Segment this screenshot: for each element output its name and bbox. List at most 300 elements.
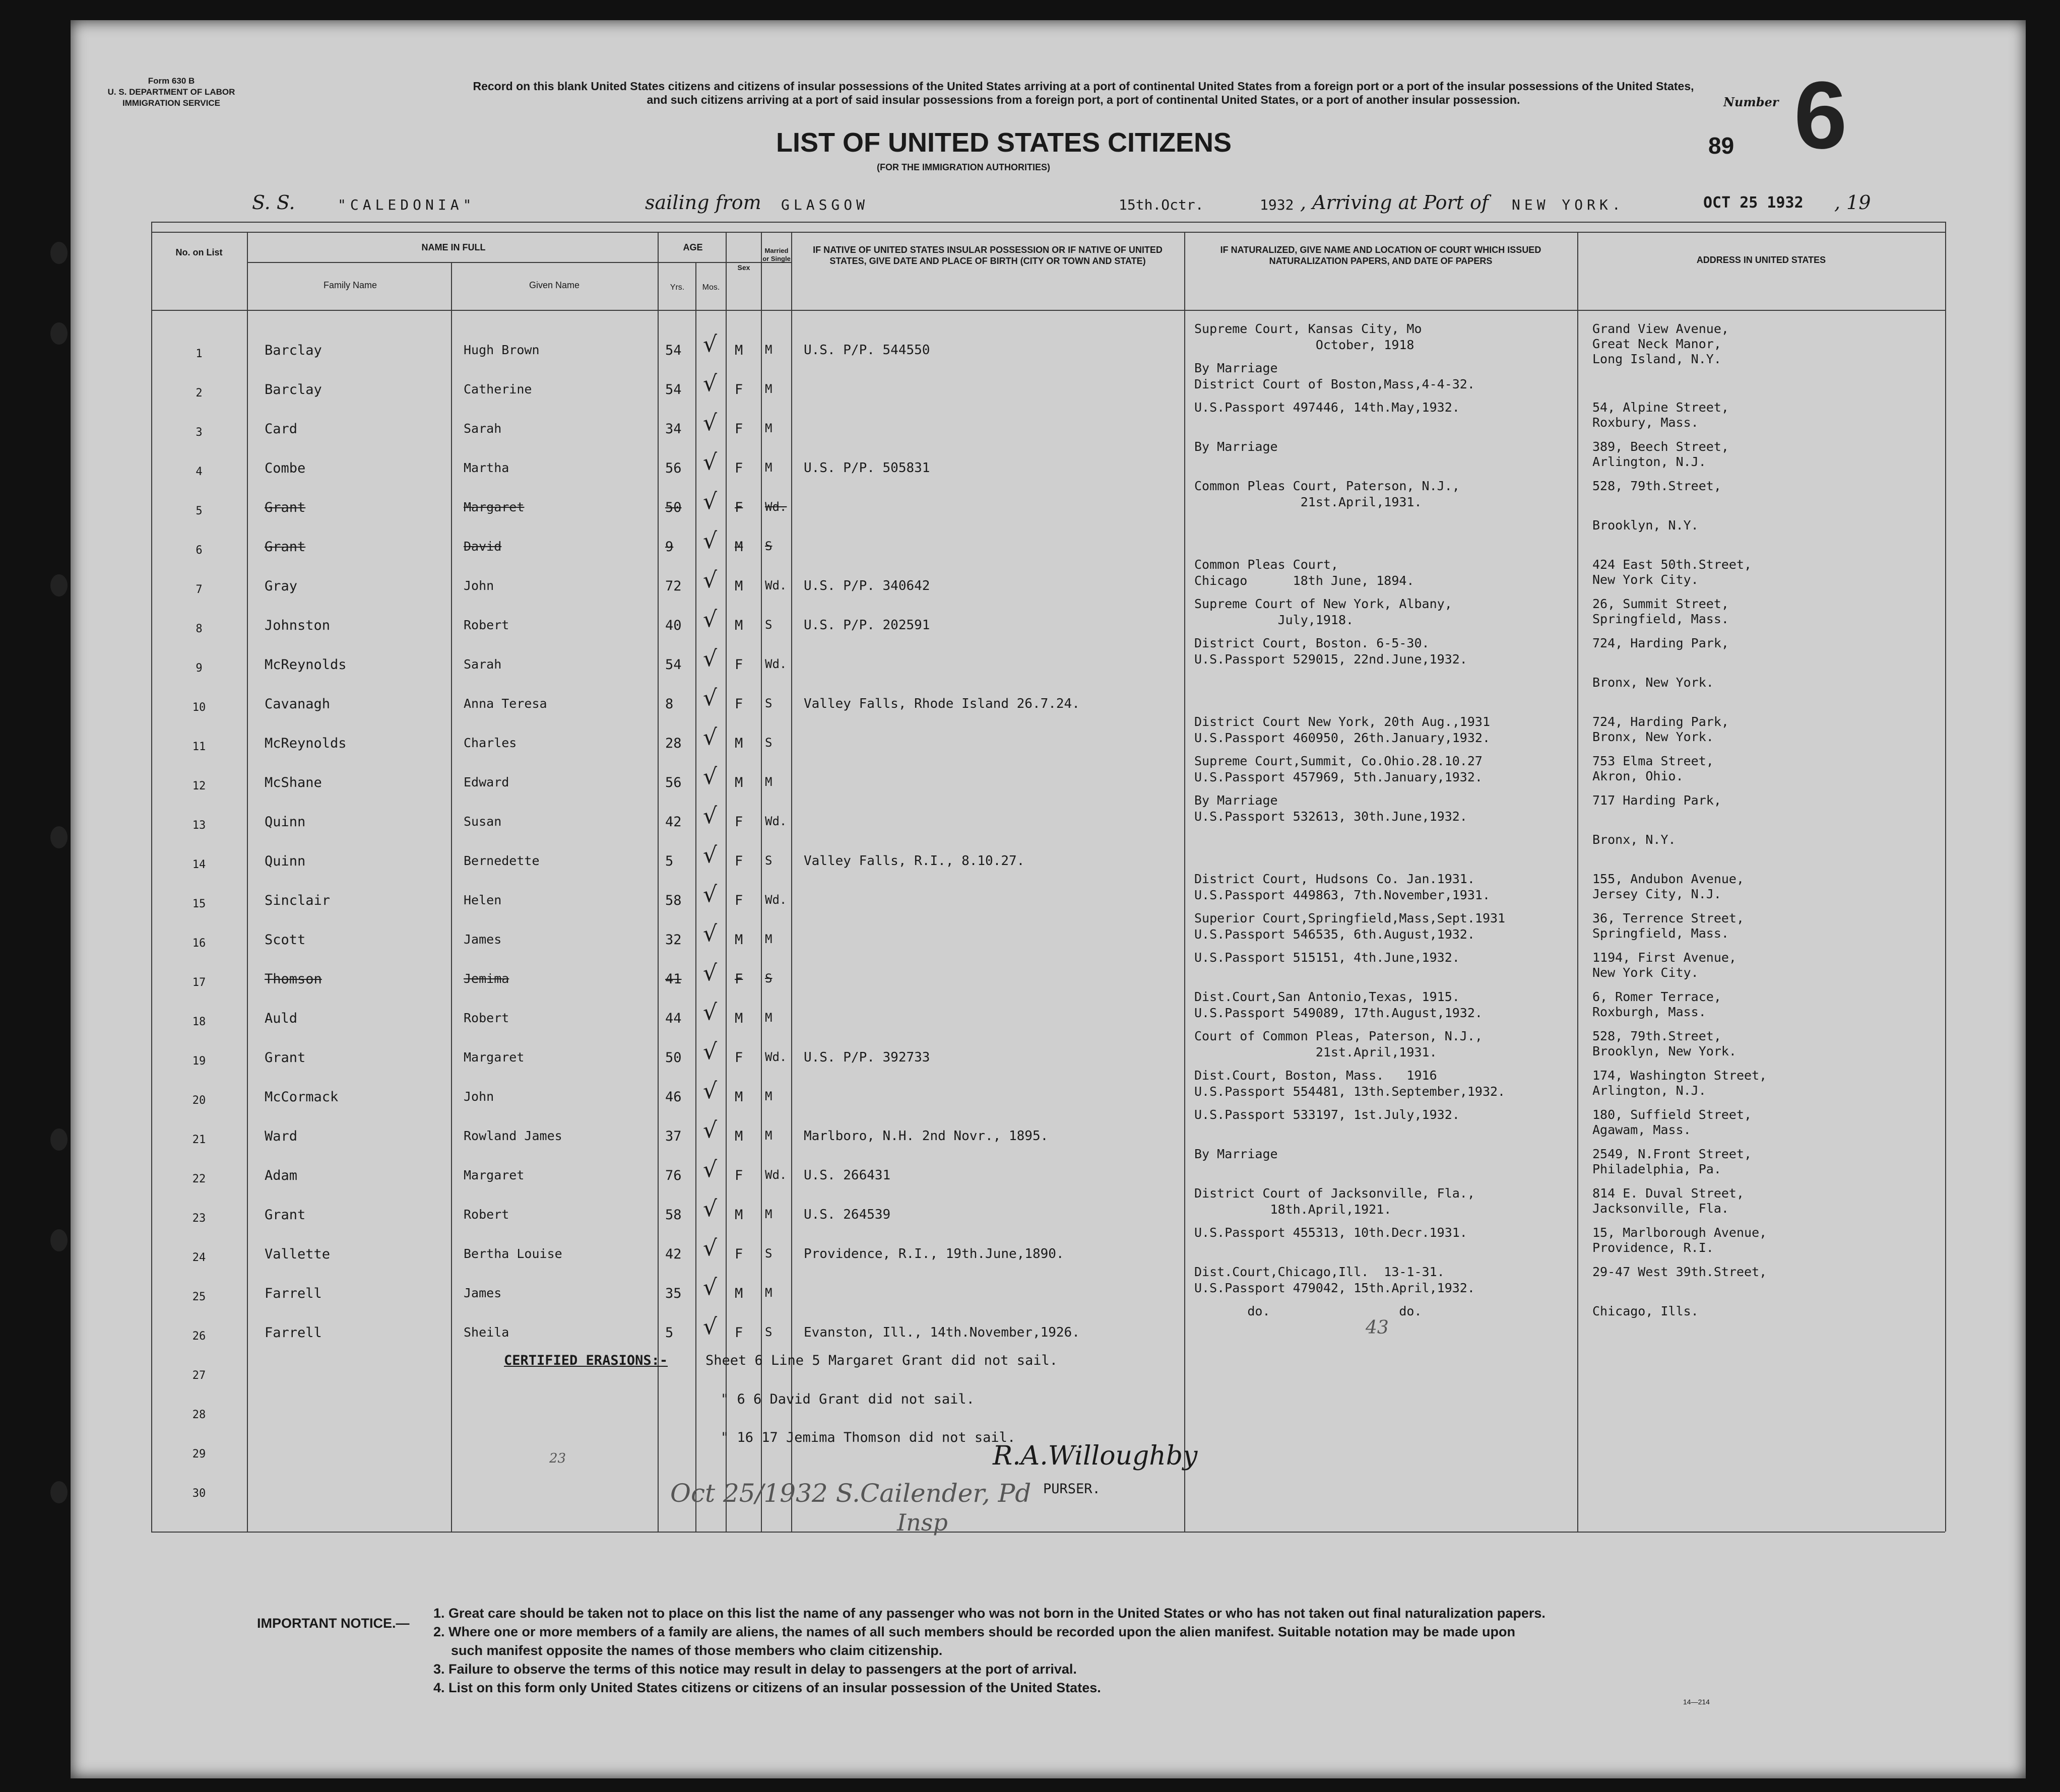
check-mark: √ xyxy=(703,1078,718,1104)
naturalization-line: Chicago 18th June, 1894. xyxy=(1194,573,1414,588)
address-line: Bronx, New York. xyxy=(1592,729,1714,744)
col-header-age: AGE xyxy=(683,242,703,252)
address-line: Chicago, Ills. xyxy=(1592,1304,1699,1318)
marital-status: S xyxy=(765,539,772,553)
birth-info: U.S. P/P. 544550 xyxy=(804,343,930,358)
family-name: Grant xyxy=(265,1050,306,1066)
check-mark: √ xyxy=(703,371,718,396)
sex: M xyxy=(735,539,743,555)
sex: F xyxy=(735,460,743,476)
naturalization-line: Court of Common Pleas, Paterson, N.J., xyxy=(1194,1029,1483,1043)
naturalization-line: Supreme Court of New York, Albany, xyxy=(1194,596,1452,611)
given-name: David xyxy=(464,539,502,554)
col-line xyxy=(1184,232,1185,1532)
inspector-title: Insp xyxy=(897,1509,948,1536)
row-number: 15 xyxy=(192,898,206,910)
check-mark: √ xyxy=(703,842,718,868)
col-header-married: Married or Single xyxy=(762,247,791,262)
marital-status: Wd. xyxy=(765,578,787,592)
col-header-yrs: Yrs. xyxy=(670,283,685,292)
family-name: Quinn xyxy=(265,853,306,869)
margin-note: 23 xyxy=(549,1451,566,1466)
table-bottom xyxy=(151,1532,1945,1533)
address-line: 26, Summit Street, xyxy=(1592,596,1729,611)
row-number: 11 xyxy=(192,741,206,753)
address-line: 528, 79th.Street, xyxy=(1592,479,1721,493)
check-mark: √ xyxy=(703,764,718,789)
ship-name: "CALEDONIA" xyxy=(338,196,476,213)
address-line: Jersey City, N.J. xyxy=(1592,887,1721,901)
col-header-no: No. on List xyxy=(175,247,223,257)
birth-info: U.S. P/P. 392733 xyxy=(804,1050,930,1065)
col-header-name: NAME IN FULL xyxy=(421,242,486,252)
naturalization-line: U.S.Passport 533197, 1st.July,1932. xyxy=(1194,1107,1460,1122)
check-mark: √ xyxy=(703,685,718,711)
family-name: Ward xyxy=(265,1129,298,1144)
naturalization-line: Superior Court,Springfield,Mass,Sept.1931 xyxy=(1194,911,1506,925)
address-line: Springfield, Mass. xyxy=(1592,926,1729,941)
erasion-line-3: " 16 17 Jemima Thomson did not sail. xyxy=(721,1430,1016,1445)
ss-label: S. S. xyxy=(252,191,295,214)
col-line xyxy=(726,232,727,1532)
address-line: Roxbury, Mass. xyxy=(1592,415,1699,430)
naturalization-line: U.S.Passport 554481, 13th.September,1932. xyxy=(1194,1084,1506,1099)
age-years: 46 xyxy=(665,1089,682,1105)
birth-info: U.S. P/P. 505831 xyxy=(804,460,930,476)
address-line: 424 East 50th.Street, xyxy=(1592,557,1752,572)
sex: F xyxy=(735,500,743,515)
row-number: 24 xyxy=(192,1251,206,1264)
row-number: 8 xyxy=(196,623,203,635)
address-line: Long Island, N.Y. xyxy=(1592,352,1721,366)
birth-info: Evanston, Ill., 14th.November,1926. xyxy=(804,1325,1080,1340)
birth-info: Marlboro, N.H. 2nd Novr., 1895. xyxy=(804,1129,1049,1144)
birth-info: U.S. P/P. 340642 xyxy=(804,578,930,593)
year-suffix: , 19 xyxy=(1834,191,1871,214)
age-years: 58 xyxy=(665,893,682,908)
family-name: Scott xyxy=(265,932,306,948)
col-line xyxy=(1577,232,1578,1532)
address-line: 155, Andubon Avenue, xyxy=(1592,872,1745,886)
row-number: 3 xyxy=(196,426,203,439)
marital-status: M xyxy=(765,1286,772,1300)
marital-status: Wd. xyxy=(765,893,787,907)
naturalization-line: District Court, Hudsons Co. Jan.1931. xyxy=(1194,872,1475,886)
col-header-address: ADDRESS IN UNITED STATES xyxy=(1696,255,1826,265)
naturalization-line: July,1918. xyxy=(1194,613,1354,627)
col-line xyxy=(451,262,452,1532)
row-number: 13 xyxy=(192,819,206,832)
family-name: McReynolds xyxy=(265,736,347,751)
marital-status: Wd. xyxy=(765,1050,787,1064)
given-name: Margaret xyxy=(464,1168,525,1182)
age-years: 50 xyxy=(665,500,682,515)
erasion-line-2: " 6 6 David Grant did not sail. xyxy=(721,1391,975,1407)
marital-status: Wd. xyxy=(765,657,787,671)
check-mark: √ xyxy=(703,607,718,632)
check-mark: √ xyxy=(703,331,718,357)
given-name: Robert xyxy=(464,1207,509,1222)
given-name: Margaret xyxy=(464,1050,525,1065)
age-years: 56 xyxy=(665,460,682,476)
family-name: Card xyxy=(265,421,298,437)
marital-status: S xyxy=(765,696,772,710)
stamp-number: 89 xyxy=(1708,132,1734,159)
age-years: 72 xyxy=(665,578,682,594)
sex: M xyxy=(735,1286,743,1301)
address-line: Bronx, New York. xyxy=(1592,675,1714,690)
sailing-label: sailing from xyxy=(645,191,761,214)
col-header-family: Family Name xyxy=(323,280,377,290)
naturalization-line: U.S.Passport 449863, 7th.November,1931. xyxy=(1194,888,1490,902)
col-line xyxy=(791,232,792,1532)
row-number: 21 xyxy=(192,1134,206,1146)
family-name: Adam xyxy=(265,1168,298,1183)
sex: F xyxy=(735,1050,743,1066)
given-name: James xyxy=(464,1286,502,1300)
row-number: 5 xyxy=(196,505,203,517)
naturalization-line: Dist.Court,San Antonio,Texas, 1915. xyxy=(1194,989,1460,1004)
row-number: 20 xyxy=(192,1094,206,1107)
row-number: 26 xyxy=(192,1330,206,1343)
naturalization-line: U.S.Passport 457969, 5th.January,1932. xyxy=(1194,770,1483,784)
row-number: 7 xyxy=(196,583,203,596)
address-line: 29-47 West 39th.Street, xyxy=(1592,1265,1767,1279)
given-name: Sarah xyxy=(464,657,502,672)
row-number: 14 xyxy=(192,858,206,871)
col-line xyxy=(1945,222,1946,1532)
marital-status: S xyxy=(765,1325,772,1339)
family-name: Farrell xyxy=(265,1325,322,1341)
age-years: 37 xyxy=(665,1129,682,1144)
address-line: 1194, First Avenue, xyxy=(1592,950,1736,965)
check-mark: √ xyxy=(703,528,718,554)
family-name: Auld xyxy=(265,1011,298,1026)
age-years: 32 xyxy=(665,932,682,948)
check-mark: √ xyxy=(703,803,718,829)
arriving-label: , Arriving at Port of xyxy=(1300,191,1489,214)
family-name: Johnston xyxy=(265,618,331,633)
address-line: Bronx, N.Y. xyxy=(1592,832,1676,847)
family-name: Sinclair xyxy=(265,893,331,908)
given-name: Susan xyxy=(464,814,502,829)
marital-status: M xyxy=(765,1011,772,1025)
sex: M xyxy=(735,1089,743,1105)
row-number: 18 xyxy=(192,1016,206,1028)
intro-text: Record on this blank United States citizens and citizens of insular possessions of the United States arriving at a port of continental United States from a foreign port or a port of the insular possessions of the United States, and such citizens arriving at a port of said insular possessions from a foreign port, a port of continental United States, or a port of another insular possession. xyxy=(473,80,1694,106)
given-name: Martha xyxy=(464,460,509,475)
punch-hole xyxy=(50,242,68,264)
age-years: 34 xyxy=(665,421,682,437)
age-years: 9 xyxy=(665,539,674,555)
check-mark: √ xyxy=(703,1157,718,1182)
given-name: John xyxy=(464,1089,494,1104)
check-mark: √ xyxy=(703,882,718,907)
given-name: Robert xyxy=(464,1011,509,1025)
row-number: 1 xyxy=(196,348,203,360)
address-line: Roxburgh, Mass. xyxy=(1592,1005,1706,1019)
naturalization-line: 21st.April,1931. xyxy=(1194,495,1422,509)
check-mark: √ xyxy=(703,1039,718,1065)
naturalization-line: District Court New York, 20th Aug.,1931 xyxy=(1194,714,1490,729)
address-line: 15, Marlborough Avenue, xyxy=(1592,1225,1767,1240)
naturalization-line: U.S.Passport 497446, 14th.May,1932. xyxy=(1194,400,1460,415)
given-name: Charles xyxy=(464,736,517,750)
family-name: Cavanagh xyxy=(265,696,331,712)
age-years: 54 xyxy=(665,343,682,358)
naturalization-line: Dist.Court, Boston, Mass. 1916 xyxy=(1194,1068,1437,1083)
given-name: Jemima xyxy=(464,971,509,986)
sex: M xyxy=(735,1011,743,1026)
birth-info: Providence, R.I., 19th.June,1890. xyxy=(804,1246,1064,1262)
form-id xyxy=(91,76,252,109)
table-top xyxy=(151,222,1945,223)
naturalization-line: do. do. xyxy=(1194,1304,1422,1318)
row-number: 22 xyxy=(192,1173,206,1185)
naturalization-line: By Marriage xyxy=(1194,439,1278,454)
col-line xyxy=(247,232,248,1532)
sex: M xyxy=(735,932,743,948)
port-to: NEW YORK. xyxy=(1512,196,1625,213)
age-years: 50 xyxy=(665,1050,682,1066)
address-line: 54, Alpine Street, xyxy=(1592,400,1729,415)
col-header-given: Given Name xyxy=(529,280,580,290)
naturalization-line: District Court of Boston,Mass,4-4-32. xyxy=(1194,377,1475,391)
row-number: 16 xyxy=(192,937,206,950)
erasions-label: CERTIFIED ERASIONS:- xyxy=(504,1353,668,1368)
marital-status: M xyxy=(765,775,772,789)
marital-status: M xyxy=(765,343,772,357)
naturalization-line: 18th.April,1921. xyxy=(1194,1202,1392,1217)
naturalization-line: U.S.Passport 515151, 4th.June,1932. xyxy=(1194,950,1460,965)
manifest-sheet xyxy=(71,20,2026,1778)
birth-info: U.S. 266431 xyxy=(804,1168,891,1183)
marital-status: M xyxy=(765,382,772,396)
age-years: 58 xyxy=(665,1207,682,1223)
address-line: Arlington, N.J. xyxy=(1592,454,1706,469)
punch-hole xyxy=(50,574,68,596)
age-years: 42 xyxy=(665,1246,682,1262)
address-line: 717 Harding Park, xyxy=(1592,793,1721,808)
naturalization-line: By Marriage xyxy=(1194,1147,1278,1161)
birth-info: U.S. 264539 xyxy=(804,1207,891,1222)
marital-status: S xyxy=(765,1246,772,1260)
col-line xyxy=(695,262,696,1532)
marital-status: M xyxy=(765,1129,772,1143)
col-header-naturalized: IF NATURALIZED, GIVE NAME AND LOCATION OF COURT WHICH ISSUED NATURALIZATION PAPERS, AND DATE OF PAPERS xyxy=(1220,245,1541,266)
sex: F xyxy=(735,1168,743,1183)
address-line: 180, Suffield Street, xyxy=(1592,1107,1752,1122)
row-number: 28 xyxy=(192,1409,206,1421)
sex: M xyxy=(735,343,743,358)
marital-status: Wd. xyxy=(765,1168,787,1182)
family-name: Thomson xyxy=(265,971,322,987)
family-name: Grant xyxy=(265,500,306,515)
address-line: 389, Beech Street, xyxy=(1592,439,1729,454)
sex: M xyxy=(735,1207,743,1223)
sex: F xyxy=(735,853,743,869)
col-header-mos: Mos. xyxy=(702,283,720,292)
birth-info: Valley Falls, R.I., 8.10.27. xyxy=(804,853,1025,869)
address-line: 2549, N.Front Street, xyxy=(1592,1147,1752,1161)
sex: F xyxy=(735,971,743,987)
row-number: 30 xyxy=(192,1487,206,1500)
address-line: 174, Washington Street, xyxy=(1592,1068,1767,1083)
row-number: 2 xyxy=(196,387,203,400)
row-number: 23 xyxy=(192,1212,206,1225)
check-mark: √ xyxy=(703,1235,718,1261)
check-mark: √ xyxy=(703,1196,718,1222)
check-mark: √ xyxy=(703,724,718,750)
check-mark: √ xyxy=(703,410,718,436)
sex: F xyxy=(735,382,743,397)
age-years: 35 xyxy=(665,1286,682,1301)
sex: M xyxy=(735,1129,743,1144)
marital-status: S xyxy=(765,736,772,750)
address-line: Agawam, Mass. xyxy=(1592,1122,1691,1137)
sex: F xyxy=(735,1246,743,1262)
address-line: Providence, R.I. xyxy=(1592,1240,1714,1255)
marital-status: Wd. xyxy=(765,500,787,514)
row-number: 12 xyxy=(192,780,206,792)
address-line: Grand View Avenue, xyxy=(1592,321,1729,336)
address-line: Akron, Ohio. xyxy=(1592,769,1684,783)
naturalization-line: Supreme Court, Kansas City, Mo xyxy=(1194,321,1422,336)
address-line: Philadelphia, Pa. xyxy=(1592,1162,1721,1176)
row-number: 17 xyxy=(192,976,206,989)
given-name: Helen xyxy=(464,893,502,907)
marital-status: S xyxy=(765,618,772,632)
family-name: Grant xyxy=(265,1207,306,1223)
given-name: Sheila xyxy=(464,1325,509,1340)
family-name: McReynolds xyxy=(265,657,347,673)
birth-info: Valley Falls, Rhode Island 26.7.24. xyxy=(804,696,1080,711)
sex: F xyxy=(735,657,743,673)
age-years: 8 xyxy=(665,696,674,712)
sex: M xyxy=(735,736,743,751)
marital-status: M xyxy=(765,1089,772,1103)
age-years: 5 xyxy=(665,853,674,869)
sex: F xyxy=(735,814,743,830)
row-number: 9 xyxy=(196,662,203,675)
family-name: Combe xyxy=(265,460,306,476)
naturalization-line: Common Pleas Court, xyxy=(1194,557,1338,572)
sailing-date: 15th.Octr. xyxy=(1119,196,1204,213)
address-line: Springfield, Mass. xyxy=(1592,612,1729,626)
address-line: Brooklyn, N.Y. xyxy=(1592,518,1699,533)
form-number: Form 630 B xyxy=(148,76,195,86)
naturalization-line: 21st.April,1931. xyxy=(1194,1045,1437,1059)
punch-hole xyxy=(50,322,68,345)
family-name: McShane xyxy=(265,775,322,790)
count-note: 43 xyxy=(1366,1317,1389,1338)
notice-item-3: 3. Failure to observe the terms of this notice may result in delay to passengers at the port of arrival. xyxy=(433,1662,1077,1677)
check-mark: √ xyxy=(703,1117,718,1143)
address-line: Great Neck Manor, xyxy=(1592,337,1721,351)
naturalization-line: Supreme Court,Summit, Co.Ohio.28.10.27 xyxy=(1194,754,1483,768)
port-from: GLASGOW xyxy=(781,196,869,213)
given-name: Robert xyxy=(464,618,509,632)
check-mark: √ xyxy=(703,921,718,947)
sex: M xyxy=(735,775,743,790)
given-name: Hugh Brown xyxy=(464,343,540,357)
notice-item-4: 4. List on this form only United States citizens or citizens of an insular possession of the United States. xyxy=(433,1680,1101,1695)
marital-status: M xyxy=(765,460,772,475)
given-name: Margaret xyxy=(464,500,525,514)
given-name: Catherine xyxy=(464,382,532,396)
family-name: McCormack xyxy=(265,1089,339,1105)
sex: F xyxy=(735,1325,743,1341)
age-years: 5 xyxy=(665,1325,674,1341)
given-name: Sarah xyxy=(464,421,502,436)
naturalization-line: District Court of Jacksonville, Fla., xyxy=(1194,1186,1475,1201)
given-name: Anna Teresa xyxy=(464,696,547,711)
address-line: 724, Harding Park, xyxy=(1592,714,1729,729)
address-line: New York City. xyxy=(1592,965,1699,980)
row-number: 27 xyxy=(192,1369,206,1382)
check-mark: √ xyxy=(703,449,718,475)
page-subtitle: (FOR THE IMMIGRATION AUTHORITIES) xyxy=(877,162,1050,172)
punch-hole xyxy=(50,1129,68,1151)
punch-hole xyxy=(50,1481,68,1503)
row-number: 29 xyxy=(192,1448,206,1461)
address-line: Brooklyn, New York. xyxy=(1592,1044,1736,1058)
given-name: Bernedette xyxy=(464,853,540,868)
address-line: 528, 79th.Street, xyxy=(1592,1029,1721,1043)
family-name: Barclay xyxy=(265,343,322,358)
naturalization-line: District Court, Boston. 6-5-30. xyxy=(1194,636,1430,650)
marital-status: M xyxy=(765,1207,772,1221)
page-title: LIST OF UNITED STATES CITIZENS xyxy=(776,127,1232,158)
notice-item-2b: such manifest opposite the names of those members who claim citizenship. xyxy=(451,1643,943,1658)
marital-status: S xyxy=(765,971,772,985)
col-header-birth: IF NATIVE OF UNITED STATES INSULAR POSSESSION OR IF NATIVE OF UNITED STATES, GIVE DATE AND PLACE OF BIRTH (CITY OR TOWN AND STATE) xyxy=(813,245,1163,266)
check-mark: √ xyxy=(703,1275,718,1300)
footer-code: 14—214 xyxy=(1683,1698,1710,1706)
marital-status: S xyxy=(765,853,772,868)
address-line: Jacksonville, Fla. xyxy=(1592,1201,1729,1216)
naturalization-line: U.S.Passport 532613, 30th.June,1932. xyxy=(1194,809,1467,824)
age-years: 54 xyxy=(665,657,682,673)
check-mark: √ xyxy=(703,646,718,672)
sex: F xyxy=(735,421,743,437)
sailing-year: 1932 xyxy=(1260,196,1294,213)
given-name: Bertha Louise xyxy=(464,1246,562,1261)
family-name: Gray xyxy=(265,578,298,594)
family-name: Barclay xyxy=(265,382,322,397)
address-line: 724, Harding Park, xyxy=(1592,636,1729,650)
naturalization-line: U.S.Passport 546535, 6th.August,1932. xyxy=(1194,927,1475,942)
age-years: 42 xyxy=(665,814,682,830)
given-name: John xyxy=(464,578,494,593)
family-name: Grant xyxy=(265,539,306,555)
given-name: James xyxy=(464,932,502,947)
purser-label: PURSER. xyxy=(1043,1481,1101,1497)
check-mark: √ xyxy=(703,960,718,986)
naturalization-line: Common Pleas Court, Paterson, N.J., xyxy=(1194,479,1460,493)
naturalization-line: U.S.Passport 455313, 10th.Decr.1931. xyxy=(1194,1225,1467,1240)
birth-info: U.S. P/P. 202591 xyxy=(804,618,930,633)
age-years: 54 xyxy=(665,382,682,397)
sex: F xyxy=(735,893,743,908)
family-name: Vallette xyxy=(265,1246,331,1262)
naturalization-line: U.S.Passport 460950, 26th.January,1932. xyxy=(1194,731,1490,745)
sex: M xyxy=(735,618,743,633)
age-years: 28 xyxy=(665,736,682,751)
number-label: Number xyxy=(1723,95,1779,109)
header-bottom xyxy=(151,310,1945,311)
inspector-note: Oct 25/1932 S.Cailender, Pd xyxy=(670,1479,1032,1508)
